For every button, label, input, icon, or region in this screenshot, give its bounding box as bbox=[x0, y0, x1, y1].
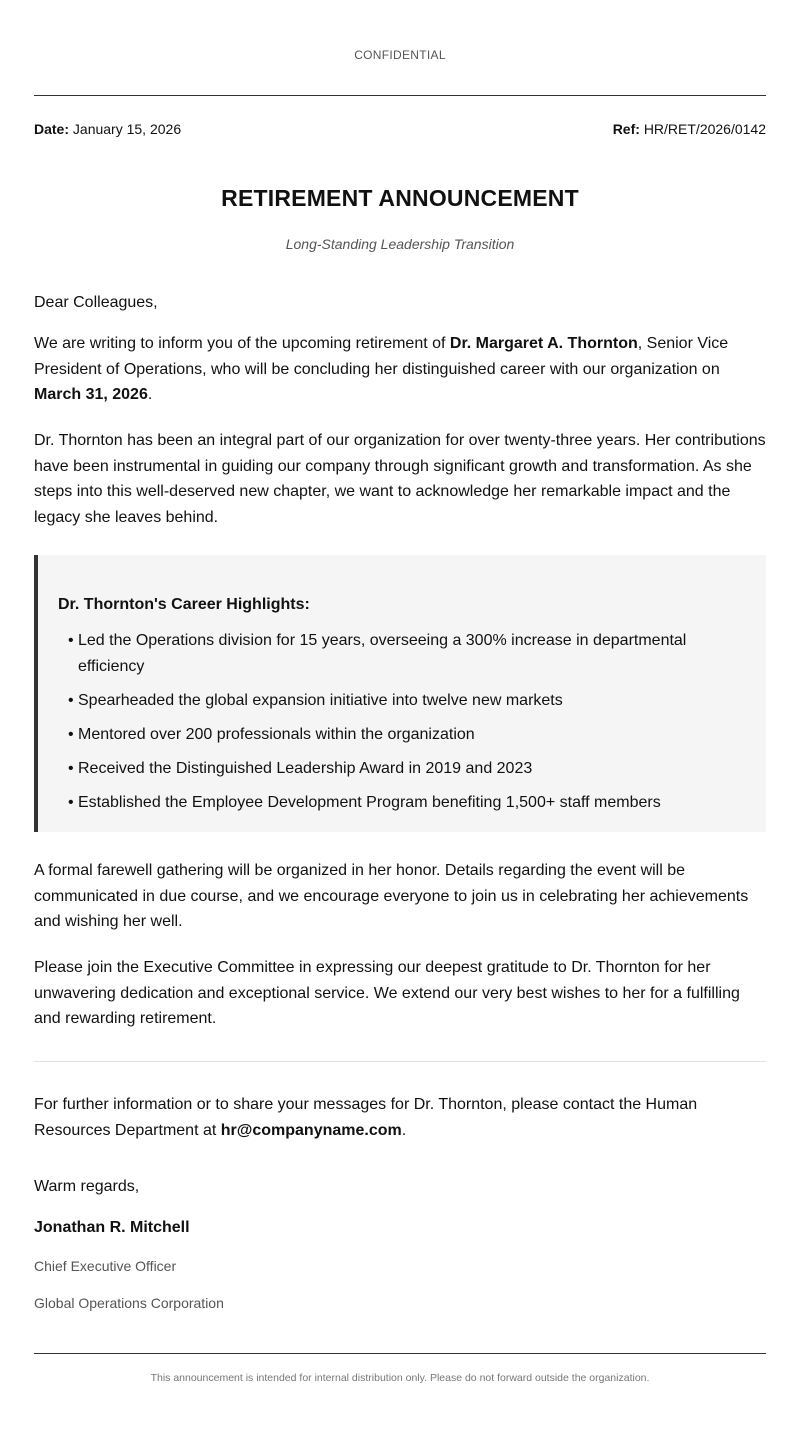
confidential-label: CONFIDENTIAL bbox=[354, 48, 446, 62]
contact-email[interactable]: hr@companyname.com bbox=[220, 1121, 402, 1139]
paragraph-contact bbox=[34, 1092, 766, 1143]
footer-divider bbox=[34, 1353, 766, 1354]
signer-name: Jonathan R. Mitchell bbox=[34, 1219, 190, 1236]
page-subtitle: Long-Standing Leadership Transition bbox=[285, 236, 515, 252]
paragraph-announcement bbox=[34, 331, 766, 408]
closing: Warm regards, bbox=[34, 1178, 140, 1195]
paragraph-farewell: A formal farewell gathering will be organized in her honor. Details regarding the event will be communicated in due course, and we encourage everyone to join us in celebrating her achievements and wishing her well. bbox=[34, 862, 749, 930]
list-item: • Led the Operations division for 15 years, overseeing a 300% increase in departmental efficiency bbox=[68, 628, 708, 679]
section-divider bbox=[34, 1061, 766, 1062]
paragraph-contributions: Dr. Thornton has been an integral part of our organization for over twenty-three years. Her contributions have been instrumental in guiding our company through significant growth and transformation. As she steps into this well-deserved new chapter, we want to acknowledge her remarkable impact and the legacy she leaves behind. bbox=[34, 432, 766, 526]
retirement-date: March 31, 2026 bbox=[34, 386, 148, 403]
list-item: • Mentored over 200 professionals within the organization bbox=[68, 722, 708, 748]
date-label: Date: bbox=[34, 121, 70, 137]
career-highlights-box bbox=[34, 555, 766, 832]
header-divider bbox=[34, 95, 766, 96]
contact-after: . bbox=[401, 1121, 407, 1139]
p1-before: We are writing to inform you of the upcoming retirement of bbox=[34, 335, 450, 352]
list-item: • Spearheaded the global expansion initiative into twelve new markets bbox=[68, 688, 708, 714]
highlights-title: Dr. Thornton's Career Highlights: bbox=[58, 596, 310, 613]
paragraph-gratitude: Please join the Executive Committee in expressing our deepest gratitude to Dr. Thornton for her unwavering dedication and exceptional service. We extend our very best wishes to her for a fulfilling and rewarding retirement. bbox=[34, 959, 740, 1027]
page-title: RETIREMENT ANNOUNCEMENT bbox=[221, 185, 579, 211]
p1-middle: , Senior Vice President of Operations, who will be concluding her distinguished career with our organization on bbox=[34, 335, 729, 378]
ref-value: HR/RET/2026/0142 bbox=[643, 121, 766, 137]
ref-line bbox=[613, 121, 766, 137]
list-item: • Established the Employee Development Program benefiting 1,500+ staff members bbox=[68, 790, 708, 816]
meta-row bbox=[34, 121, 766, 137]
p1-after: . bbox=[147, 386, 153, 403]
date-value: January 15, 2026 bbox=[72, 121, 182, 137]
date-line bbox=[34, 121, 181, 137]
signer-organization: Global Operations Corporation bbox=[34, 1295, 224, 1311]
greeting: Dear Colleagues, bbox=[34, 294, 158, 311]
ref-label: Ref: bbox=[612, 121, 640, 137]
highlights-list bbox=[68, 628, 708, 824]
retiree-name: Dr. Margaret A. Thornton bbox=[449, 335, 638, 352]
contact-before: For further information or to share your messages for Dr. Thornton, please contact the Human Resources Department at bbox=[34, 1096, 698, 1139]
footer-notice: This announcement is intended for internal distribution only. Please do not forward outside the organization. bbox=[150, 1372, 650, 1384]
signer-title: Chief Executive Officer bbox=[34, 1258, 177, 1274]
list-item: • Received the Distinguished Leadership Award in 2019 and 2023 bbox=[68, 756, 708, 782]
